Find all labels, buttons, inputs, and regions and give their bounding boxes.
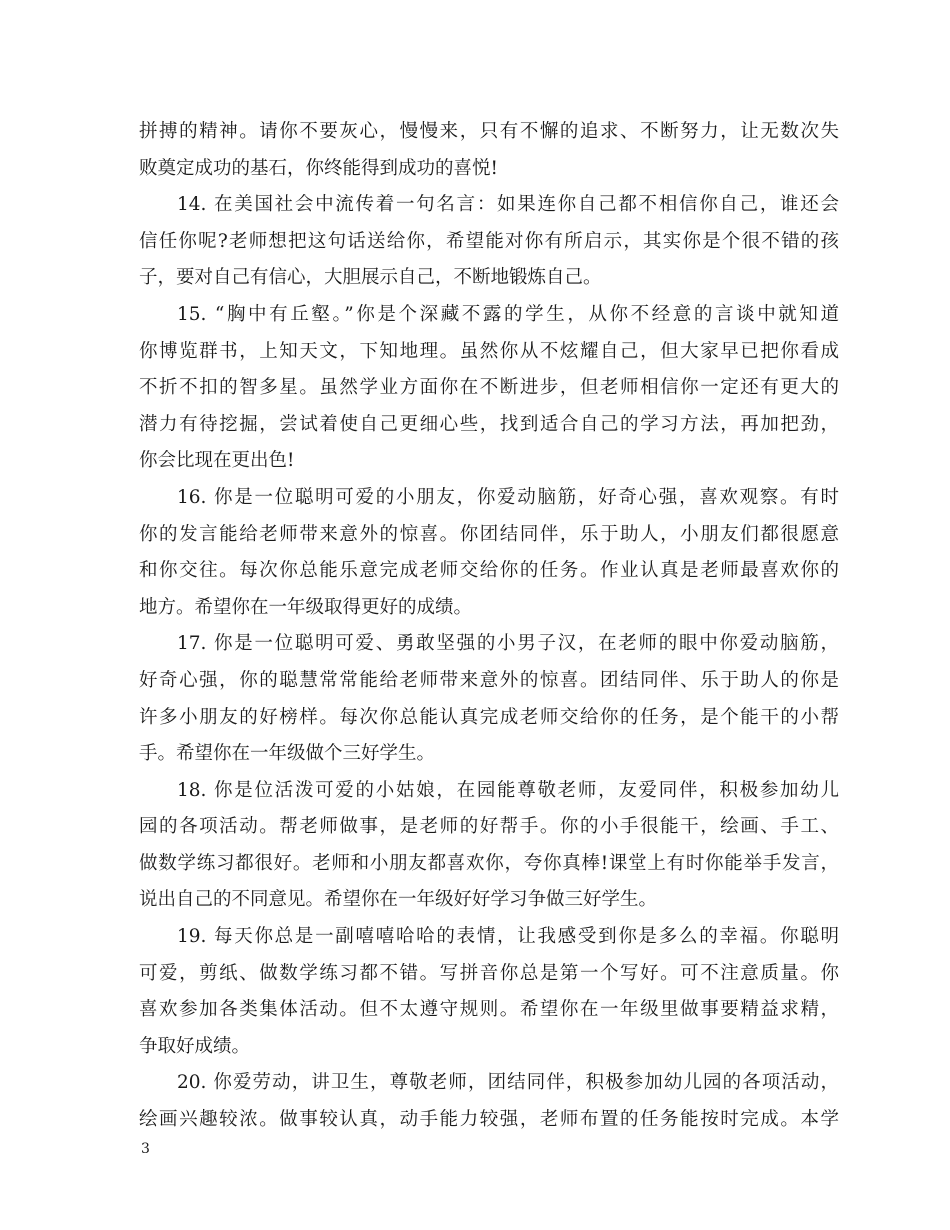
text-line: 争取好成绩。	[139, 1035, 251, 1057]
text-line: 你会比现在更出色!	[139, 450, 295, 472]
text-line: 喜欢参加各类集体活动。但不太遵守规则。希望你在一年级里做事要精益求精，	[139, 999, 839, 1021]
text-line: 地方。希望你在一年级取得更好的成绩。	[139, 596, 473, 618]
text-line: 你的发言能给老师带来意外的惊喜。你团结同伴，乐于助人，小朋友们都很愿意	[139, 523, 839, 545]
text-line: 16. 你是一位聪明可爱的小朋友，你爱动脑筋，好奇心强，喜欢观察。有时	[177, 486, 839, 508]
text-line: 20. 你爱劳动，讲卫生，尊敬老师，团结同伴，积极参加幼儿园的各项活动，	[177, 1072, 839, 1094]
text-line: 14. 在美国社会中流传着一句名言：如果连你自己都不相信你自己，谁还会	[177, 194, 839, 216]
page-number: 3	[141, 1141, 150, 1157]
text-line: 18. 你是位活泼可爱的小姑娘，在园能尊敬老师，友爱同伴，积极参加幼儿	[177, 779, 839, 801]
text-line: 19. 每天你总是一副嘻嘻哈哈的表情，让我感受到你是多么的幸福。你聪明	[177, 926, 839, 948]
text-line: 园的各项活动。帮老师做事，是老师的好帮手。你的小手很能干，绘画、手工、	[139, 816, 839, 838]
text-line: 潜力有待挖掘，尝试着使自己更细心些，找到适合自己的学习方法，再加把劲，	[139, 413, 839, 435]
text-line: 你博览群书，上知天文，下知地理。虽然你从不炫耀自己，但大家早已把你看成	[139, 340, 839, 362]
text-line: 拼搏的精神。请你不要灰心，慢慢来，只有不懈的追求、不断努力，让无数次失	[139, 121, 839, 142]
text-line: 信任你呢?老师想把这句话送给你，希望能对你有所启示，其实你是个很不错的孩	[139, 230, 839, 252]
text-line: 说出自己的不同意见。希望你在一年级好好学习争做三好学生。	[139, 889, 658, 911]
text-line: 子，要对自己有信心，大胆展示自己，不断地锻炼自己。	[139, 267, 602, 289]
text-line: 败奠定成功的基石，你终能得到成功的喜悦!	[139, 157, 498, 179]
text-line: 和你交往。每次你总能乐意完成老师交给你的任务。作业认真是老师最喜欢你的	[139, 560, 839, 582]
text-line: 15. “胸中有丘壑。”你是个深藏不露的学生，从你不经意的言谈中就知道	[177, 303, 839, 325]
text-line: 绘画兴趣较浓。做事较认真，动手能力较强，老师布置的任务能按时完成。本学	[139, 1109, 839, 1131]
text-line: 17. 你是一位聪明可爱、勇敢坚强的小男子汉，在老师的眼中你爱动脑筋，	[177, 633, 839, 655]
text-line: 可爱，剪纸、做数学练习都不错。写拼音你总是第一个写好。可不注意质量。你	[139, 962, 839, 984]
text-line: 许多小朋友的好榜样。每次你总能认真完成老师交给你的任务，是个能干的小帮	[139, 706, 839, 728]
document-body	[139, 114, 839, 1139]
text-line: 做数学练习都很好。老师和小朋友都喜欢你，夸你真棒!课堂上有时你能举手发言，	[139, 852, 839, 874]
text-line: 不折不扣的智多星。虽然学业方面你在不断进步，但老师相信你一定还有更大的	[139, 377, 839, 399]
text-line: 手。希望你在一年级做个三好学生。	[139, 743, 436, 765]
text-line: 好奇心强，你的聪慧常常能给老师带来意外的惊喜。团结同伴、乐于助人的你是	[139, 669, 839, 691]
